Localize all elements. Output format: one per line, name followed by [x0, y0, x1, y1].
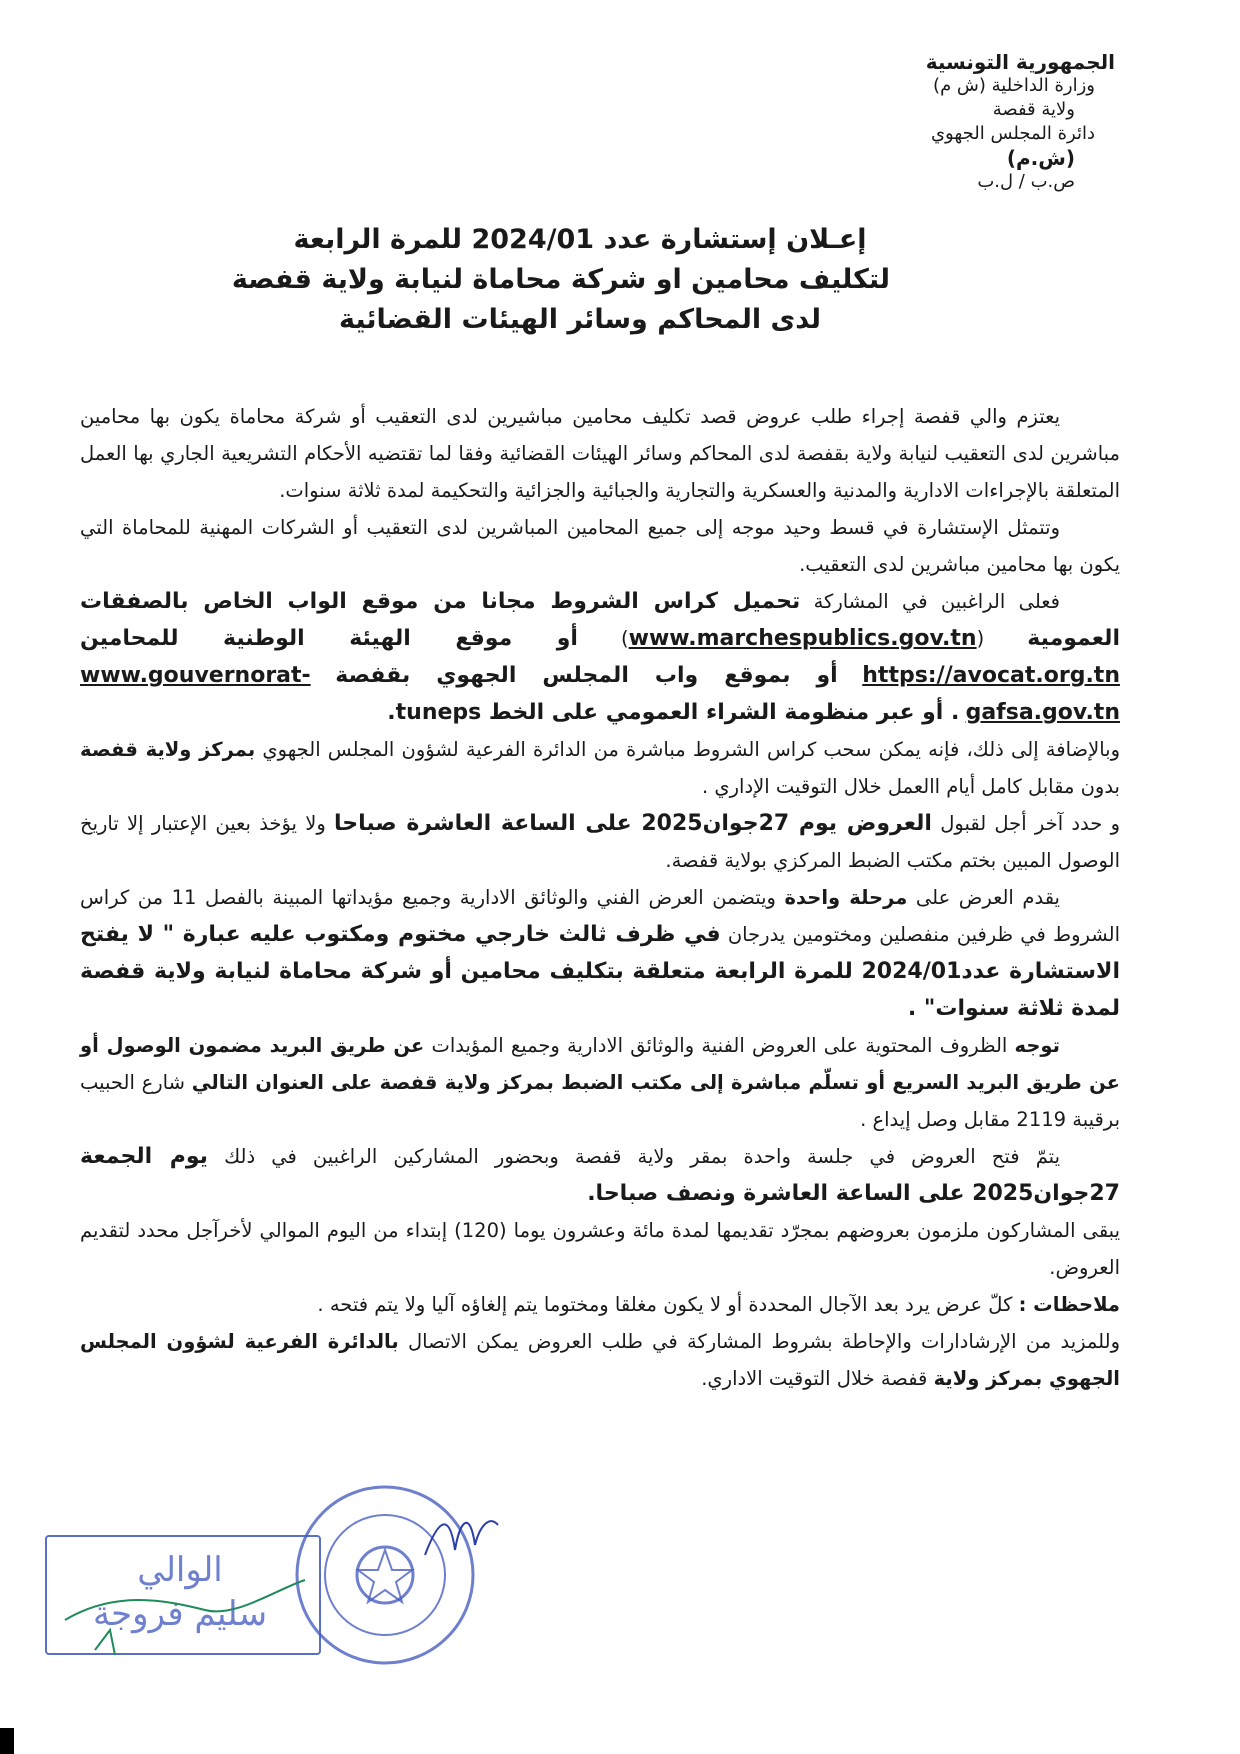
submission-envelope: في ظرف ثالث خارجي مختوم ومكتوب عليه عبارة " لا يفتح الاستشارة عدد2024/01 للمرة الرابعة متعلقة بتكليف محامين أو شركة محاماة لنيابة ولاية قفصة لمدة ثلاثة سنوات" .: [80, 922, 1120, 1021]
notes-label: ملاحظات :: [1018, 1293, 1120, 1316]
deadline-lead: و حدد آخر أجل لقبول: [940, 812, 1121, 835]
stamp-title: الوالي: [137, 1550, 223, 1590]
handwritten-signature-icon: [55, 1560, 315, 1660]
link-gouvernorat[interactable]: www.gouvernorat-gafsa.gov.tn: [80, 663, 1120, 725]
deadline-note: ولا يؤخذ بعين الإعتبار إلا تاريخ الوصول المبين بختم مكتب الضبط المركزي بولاية قفصة.: [80, 812, 1120, 872]
submission-lead: يقدم العرض على: [915, 886, 1060, 909]
title-line-2: لتكليف محامين او شركة محاماة لنيابة ولاية قفصة: [231, 264, 890, 295]
contact-department: بالدائرة الفرعية لشؤون المجلس الجهوي بمركز ولاية: [80, 1330, 1120, 1390]
submission-stage: مرحلة واحدة: [784, 886, 908, 909]
letterhead-republic: الجمهورية التونسية: [925, 50, 1115, 74]
link-avocat[interactable]: https://avocat.org.tn: [862, 663, 1120, 688]
scan-corner-mark: [0, 1728, 14, 1754]
title-line-1: إعـلان إستشارة عدد 2024/01 للمرة الرابعة: [293, 224, 867, 255]
delivery-lead: توجه: [1014, 1034, 1060, 1057]
delivery-contents: الظروف المحتوية على العروض الفنية والوثائق الادارية وجميع المؤيدات: [431, 1034, 1008, 1057]
paragraph-deadline: [80, 805, 1120, 879]
download-tuneps: . أو عبر منظومة الشراء العمومي على الخط tuneps.: [387, 700, 960, 725]
paragraph-validity: يبقى المشاركون ملزمون بعروضهم بمجرّد تقديمها لمدة مائة وعشرون يوما (120) إبتداء من اليوم الموالي لأخرآجل محدد لتقديم العروض.: [80, 1219, 1120, 1279]
letterhead-po-box: ص.ب / ل.ب: [977, 171, 1075, 192]
letterhead-governorate: ولاية قفصة: [992, 99, 1075, 120]
letterhead-ministry: وزارة الداخلية (ش م): [933, 75, 1095, 96]
paragraph-notes: [80, 1286, 1120, 1323]
announcement-body: [80, 398, 1120, 1397]
contact-text: وللمزيد من الإرشادارات والإحاطة بشروط المشاركة في طلب العروض يمكن الاتصال: [407, 1330, 1120, 1353]
download-lead: فعلى الراغبين في المشاركة: [813, 590, 1061, 613]
title-line-3: لدى المحاكم وسائر الهيئات القضائية: [338, 304, 822, 335]
contact-hours: قفصة خلال التوقيت الاداري.: [701, 1367, 928, 1390]
download-alt-2: أو بموقع واب المجلس الجهوي بقفصة: [335, 663, 838, 688]
paragraph-delivery: [80, 1027, 1120, 1138]
letterhead-department: دائرة المجلس الجهوي: [930, 123, 1095, 144]
delivery-address: شارع الحبيب برقيبة 2119 مقابل وصل إيداع .: [80, 1071, 1120, 1131]
deadline-date: العروض يوم 27جوان2025 على الساعة العاشرة صباحا: [334, 811, 932, 836]
announcement-title: [231, 220, 890, 340]
withdrawal-location: بمركز ولاية قفصة: [80, 738, 256, 761]
paragraph-submission: [80, 879, 1120, 1027]
paragraph-opening: [80, 1138, 1120, 1212]
paragraph-scope: وتتمثل الإستشارة في قسط وحيد موجه إلى جميع المحامين المباشرين لدى التعقيب أو الشركات المهنية للمحاماة التي يكون بها محامين مباشرين لدى التعقيب.: [80, 516, 1120, 576]
opening-date: يوم الجمعة 27جوان2025 على الساعة العاشرة ونصف صباحا.: [80, 1144, 1120, 1206]
paragraph-intro: يعتزم والي قفصة إجراء طلب عروض قصد تكليف محامين مباشيرين لدى التعقيب أو شركة محاماة يكون بها محامين مباشرين لدى التعقيب لنيابة ولاية بقفصة لدى المحاكم وسائر الهيئات القضائية وفقا لما تقتضيه الأحكام التشريعية الجاري بها العمل المتعلقة بالإجراءات الادارية والمدنية والعسكرية والتجارية والجبائية والجزائية والتحكيمة لمدة ثلاثة سنوات.: [80, 405, 1120, 502]
submission-detail: ويتضمن العرض الفني والوثائق الادارية وجميع مؤيداتها المبينة بالفصل 11 من كراس الشروط في ظرفين منفصلين ومختومين يدرجان: [80, 886, 1121, 946]
stamp-name: سليم فروجة: [92, 1594, 268, 1634]
link-marchespublics[interactable]: www.marchespublics.gov.tn: [628, 626, 977, 651]
download-alt-1: أو موقع الهيئة الوطنية للمحامين: [80, 626, 578, 651]
notes-text: كلّ عرض يرد بعد الآجال المحددة أو لا يكون مغلقا ومختوما يتم إلغاؤه آليا ولا يتم فتحه .: [317, 1293, 1013, 1316]
paragraph-download: فعلى الراغبين في المشاركة تحميل كراس الشروط مجانا من موقع الواب الخاص بالصفقات العمومية (www.marchespublics.gov.tn) أو موقع الهيئة الوطنية للمحامين https://avocat.org.tn أو بموقع واب المجلس الجهوي بقفصة www.gouvernorat-gafsa.gov.tn . أو عبر منظومة الشراء العمومي على الخط tuneps.: [80, 589, 1120, 725]
withdrawal-text: وبالإضافة إلى ذلك، فإنه يمكن سحب كراس الشروط مباشرة من الدائرة الفرعية لشؤون المجلس الجهوي: [262, 738, 1120, 761]
delivery-method: عن طريق البريد مضمون الوصول أو عن طريق البريد السريع أو تسلّم مباشرة إلى مكتب الضبط بمركز ولاية قفصة على العنوان التالي: [80, 1034, 1121, 1094]
download-instruction: تحميل كراس الشروط مجانا من موقع الواب الخاص بالصفقات العمومية: [80, 589, 1120, 651]
letterhead-unit: (ش.م): [1006, 146, 1075, 170]
withdrawal-terms: بدون مقابل كامل أيام االعمل خلال التوقيت الإداري .: [701, 775, 1120, 798]
opening-text: يتمّ فتح العروض في جلسة واحدة بمقر ولاية قفصة وبحضور المشاركين الراغبين في ذلك: [224, 1145, 1060, 1168]
paragraph-contact: [80, 1323, 1120, 1397]
letterhead: [815, 50, 1115, 194]
paragraph-withdrawal: [80, 731, 1120, 805]
signature-icon: [420, 1505, 500, 1565]
